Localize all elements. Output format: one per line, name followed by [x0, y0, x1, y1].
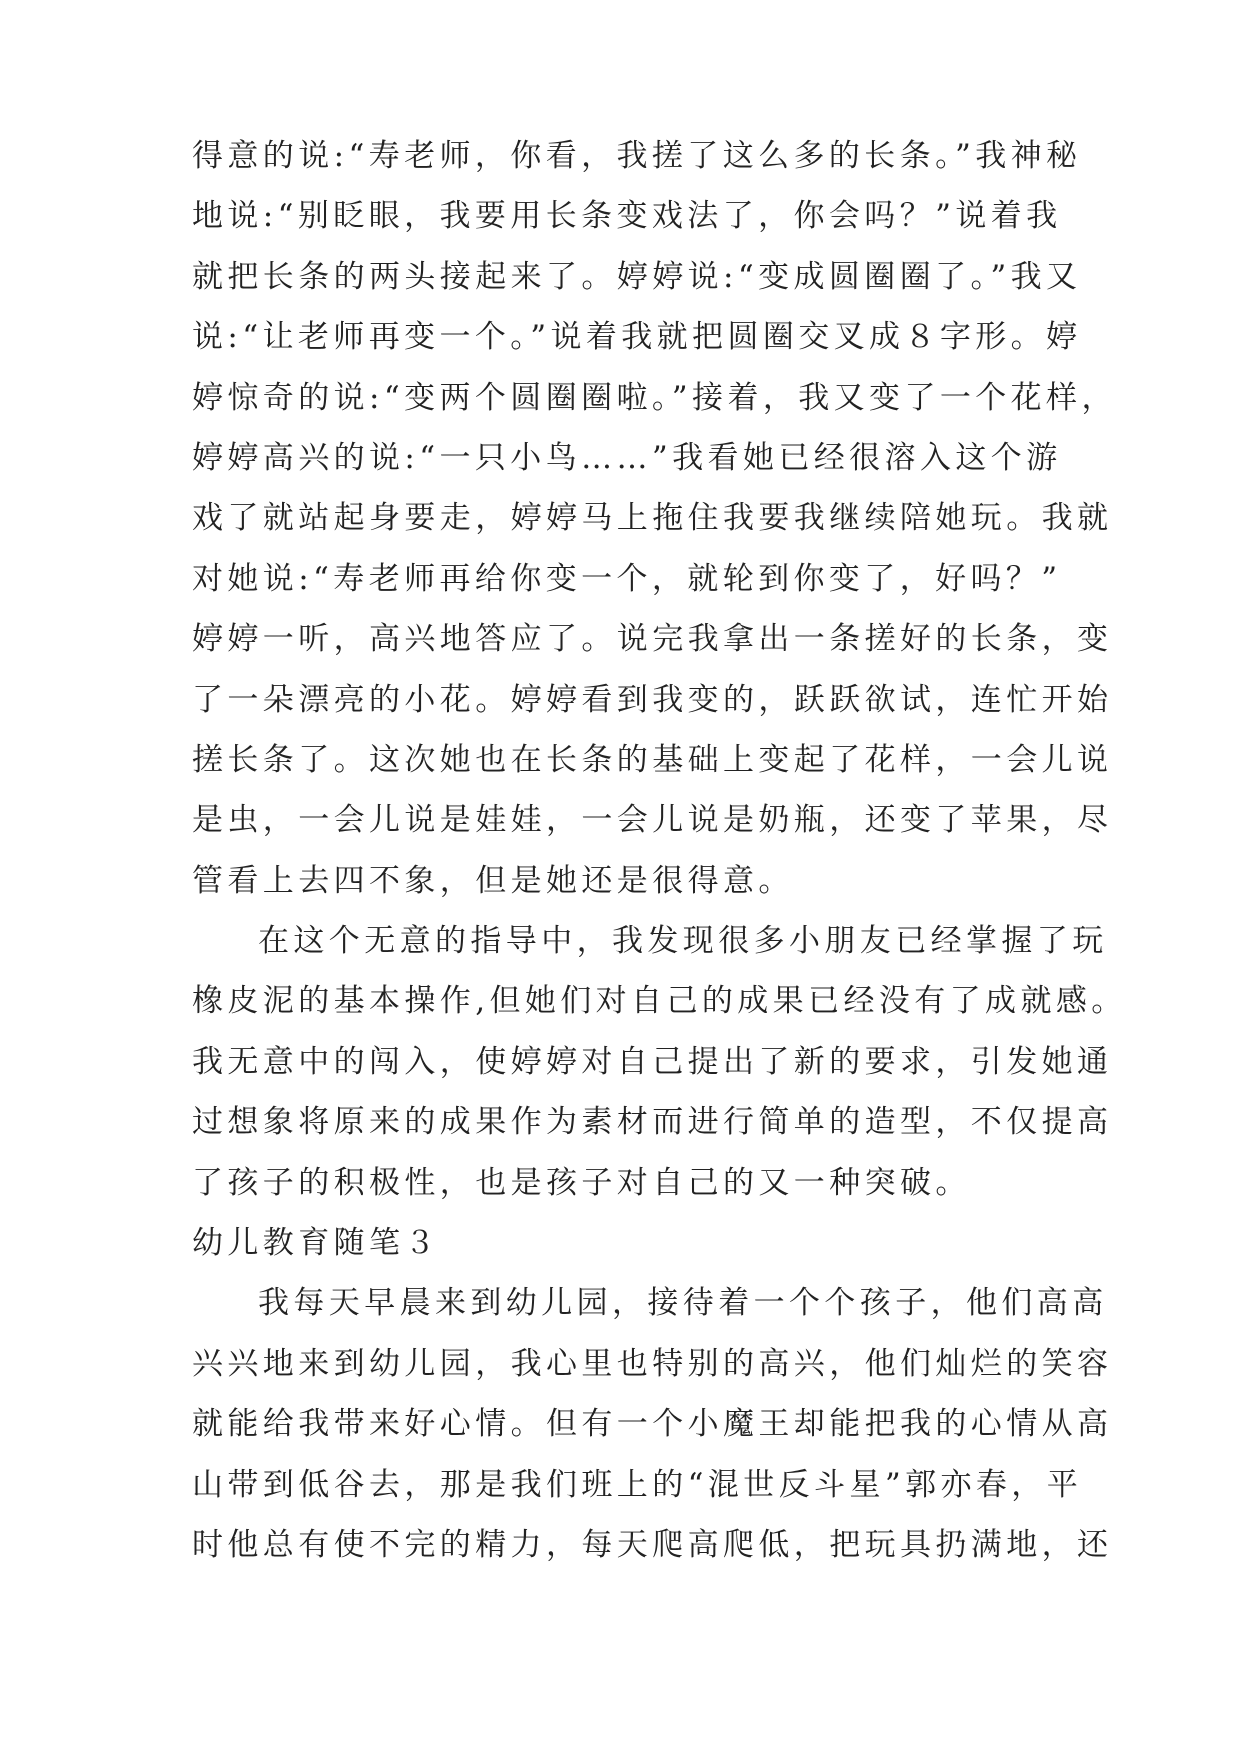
text-line: 对她说:“寿老师再给你变一个，就轮到你变了，好吗？”: [192, 560, 1062, 597]
text-line: 我无意中的闯入，使婷婷对自己提出了新的要求，引发她通: [192, 1043, 1113, 1080]
text-line: 了孩子的积极性，也是孩子对自己的又一种突破。: [192, 1164, 971, 1201]
paragraph-first-line: 我每天早晨来到幼儿园，接待着一个个孩子，他们高高: [258, 1285, 1108, 1322]
text-line: 时他总有使不完的精力，每天爬高爬低，把玩具扔满地，还: [192, 1526, 1113, 1563]
text-line: 得意的说:“寿老师，你看，我搓了这么多的长条。”我神秘: [192, 138, 1082, 174]
text-line: 戏了就站起身要走，婷婷马上拖住我要我继续陪她玩。我就: [192, 500, 1113, 537]
text-line: 就能给我带来好心情。但有一个小魔王却能把我的心情从高: [192, 1406, 1113, 1443]
text-line: 地说:“别眨眼，我要用长条变戏法了，你会吗？”说着我: [192, 198, 1062, 235]
document-body: [192, 136, 1127, 1585]
text-line: 橡皮泥的基本操作,但她们对自己的成果已经没有了成就感。: [192, 983, 1127, 1020]
text-line: 就把长条的两头接起来了。婷婷说:“变成圆圈圈了。”我又: [192, 258, 1082, 295]
text-line: 搓长条了。这次她也在长条的基础上变起了花样，一会儿说: [192, 741, 1113, 778]
text-line: 过想象将原来的成果作为素材而进行简单的造型，不仅提高: [192, 1104, 1113, 1141]
text-line: 山带到低谷去，那是我们班上的“混世反斗星”郭亦春，平: [192, 1466, 1083, 1503]
text-line: 管看上去四不象，但是她还是很得意。: [192, 862, 794, 899]
text-line: 婷婷高兴的说:“一只小鸟……”我看她已经很溶入这个游: [192, 439, 1062, 476]
text-line: 了一朵漂亮的小花。婷婷看到我变的，跃跃欲试，连忙开始: [192, 681, 1113, 718]
text-line: 兴兴地来到幼儿园，我心里也特别的高兴，他们灿烂的笑容: [192, 1345, 1113, 1382]
section-heading: 幼儿教育随笔３: [192, 1225, 440, 1262]
paragraph-first-line: 在这个无意的指导中，我发现很多小朋友已经掌握了玩: [258, 923, 1108, 960]
text-line: 是虫，一会儿说是娃娃，一会儿说是奶瓶，还变了苹果，尽: [192, 802, 1113, 839]
text-line: 婷婷一听，高兴地答应了。说完我拿出一条搓好的长条，变: [192, 621, 1113, 658]
text-line: 说:“让老师再变一个。”说着我就把圆圈交叉成８字形。婷: [192, 319, 1082, 356]
text-line: 婷惊奇的说:“变两个圆圈圈啦。”接着，我又变了一个花样，: [192, 379, 1117, 416]
